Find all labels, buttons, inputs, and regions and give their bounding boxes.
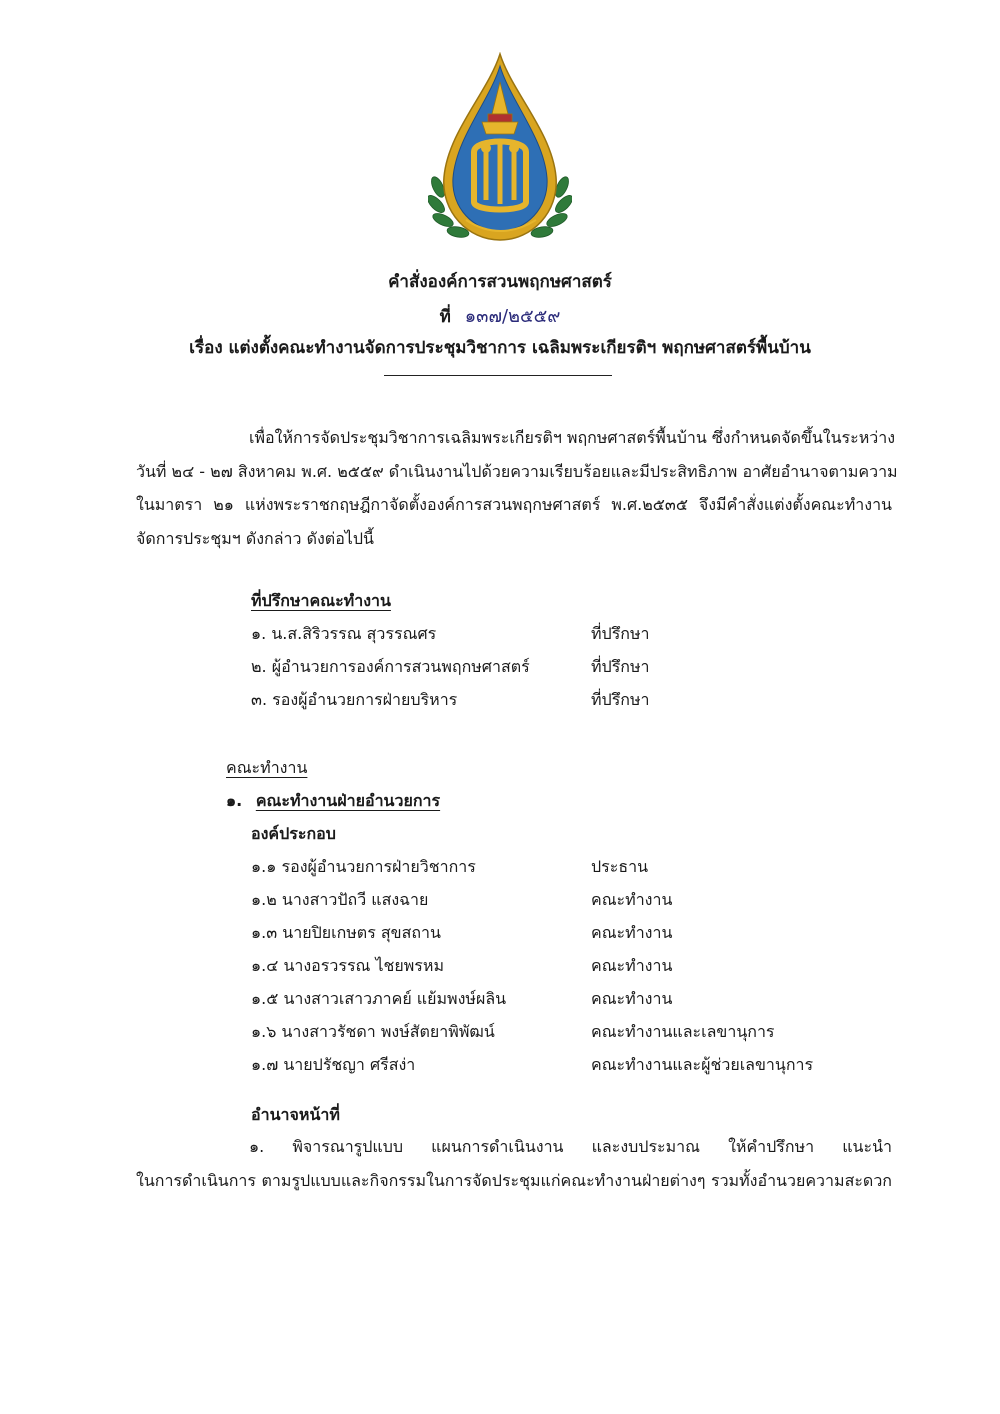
advisors-heading: ที่ปรึกษาคณะทำงาน [251,591,391,610]
advisor-name: ๒. ผู้อำนวยการองค์การสวนพฤกษศาสตร์ [251,657,530,676]
member-role: คณะทำงาน [591,890,673,909]
subsection-heading: คณะทำงานฝ่ายอำนวยการ [255,791,441,810]
member-name: ๑.๓ นายปิยเกษตร สุขสถาน [251,923,441,942]
advisor-role: ที่ปรึกษา [591,657,650,676]
member-role: คณะทำงาน [591,956,673,975]
intro-line: วันที่ ๒๔ - ๒๗ สิงหาคม พ.ศ. ๒๕๕๙ ดำเนินงานไปด้วยความเรียบร้อยและมีประสิทธิภาพ อาศัยอำนาจตามความ [136,461,898,481]
title-divider [384,375,612,376]
member-role: คณะทำงาน [591,923,673,942]
member-role: คณะทำงานและเลขานุการ [591,1022,775,1041]
order-number-label: ที่ [439,307,451,327]
order-number-value: ๑๓๗/๒๕๕๙ [464,306,561,327]
subsection-number: ๑. [226,791,243,810]
member-role: คณะทำงานและผู้ช่วยเลขานุการ [591,1055,814,1074]
intro-paragraph [136,421,898,555]
composition-label: องค์ประกอบ [251,824,336,843]
intro-line: ในมาตรา ๒๑ แห่งพระราชกฤษฎีกาจัดตั้งองค์การสวนพฤกษศาสตร์ พ.ศ.๒๕๓๕ จึงมีคำสั่งแต่งตั้งคณะทำงาน [136,495,892,514]
duties-line: ๑. พิจารณารูปแบบ แผนการดำเนินงาน และงบประมาณ ให้คำปรึกษา แนะนำ [249,1137,892,1156]
member-name: ๑.๗ นายปรัชญา ศรีสง่า [251,1055,416,1074]
botanical-garden-emblem-icon [428,52,572,246]
advisor-name: ๓. รองผู้อำนวยการฝ่ายบริหาร [251,690,458,709]
member-name: ๑.๑ รองผู้อำนวยการฝ่ายวิชาการ [251,857,476,876]
member-role: คณะทำงาน [591,989,673,1008]
duties-line: ในการดำเนินการ ตามรูปแบบและกิจกรรมในการจัดประชุมแก่คณะทำงานฝ่ายต่างๆ รวมทั้งอำนวยความสะดวก [136,1170,892,1190]
working-group-subsection [226,789,440,814]
member-name: ๑.๒ นางสาวปัถวี แสงฉาย [251,890,429,909]
advisor-role: ที่ปรึกษา [591,690,650,709]
working-group-heading: คณะทำงาน [226,758,308,777]
duties-label: อำนาจหน้าที่ [251,1105,340,1124]
intro-line: เพื่อให้การจัดประชุมวิชาการเฉลิมพระเกียรติฯ พฤกษศาสตร์พื้นบ้าน ซึ่งกำหนดจัดขึ้นในระหว่าง [249,428,896,447]
order-title: คำสั่งองค์การสวนพฤกษศาสตร์ [388,272,612,292]
advisor-name: ๑. น.ส.สิริวรรณ สุวรรณศร [251,624,437,643]
order-number [0,301,1000,330]
intro-line: จัดการประชุมฯ ดังกล่าว ดังต่อไปนี้ [136,528,374,548]
duties-paragraph [136,1130,892,1197]
member-name: ๑.๕ นางสาวเสาวภาคย์ แย้มพงษ์ผลิน [251,989,507,1008]
member-name: ๑.๔ นางอรวรรณ ไชยพรหม [251,956,444,975]
member-name: ๑.๖ นางสาวรัชดา พงษ์สัตยาพิพัฒน์ [251,1022,495,1041]
member-role: ประธาน [591,857,649,876]
advisor-role: ที่ปรึกษา [591,624,650,643]
order-subject: เรื่อง แต่งตั้งคณะทำงานจัดการประชุมวิชาการ เฉลิมพระเกียรติฯ พฤกษศาสตร์พื้นบ้าน [189,338,811,358]
